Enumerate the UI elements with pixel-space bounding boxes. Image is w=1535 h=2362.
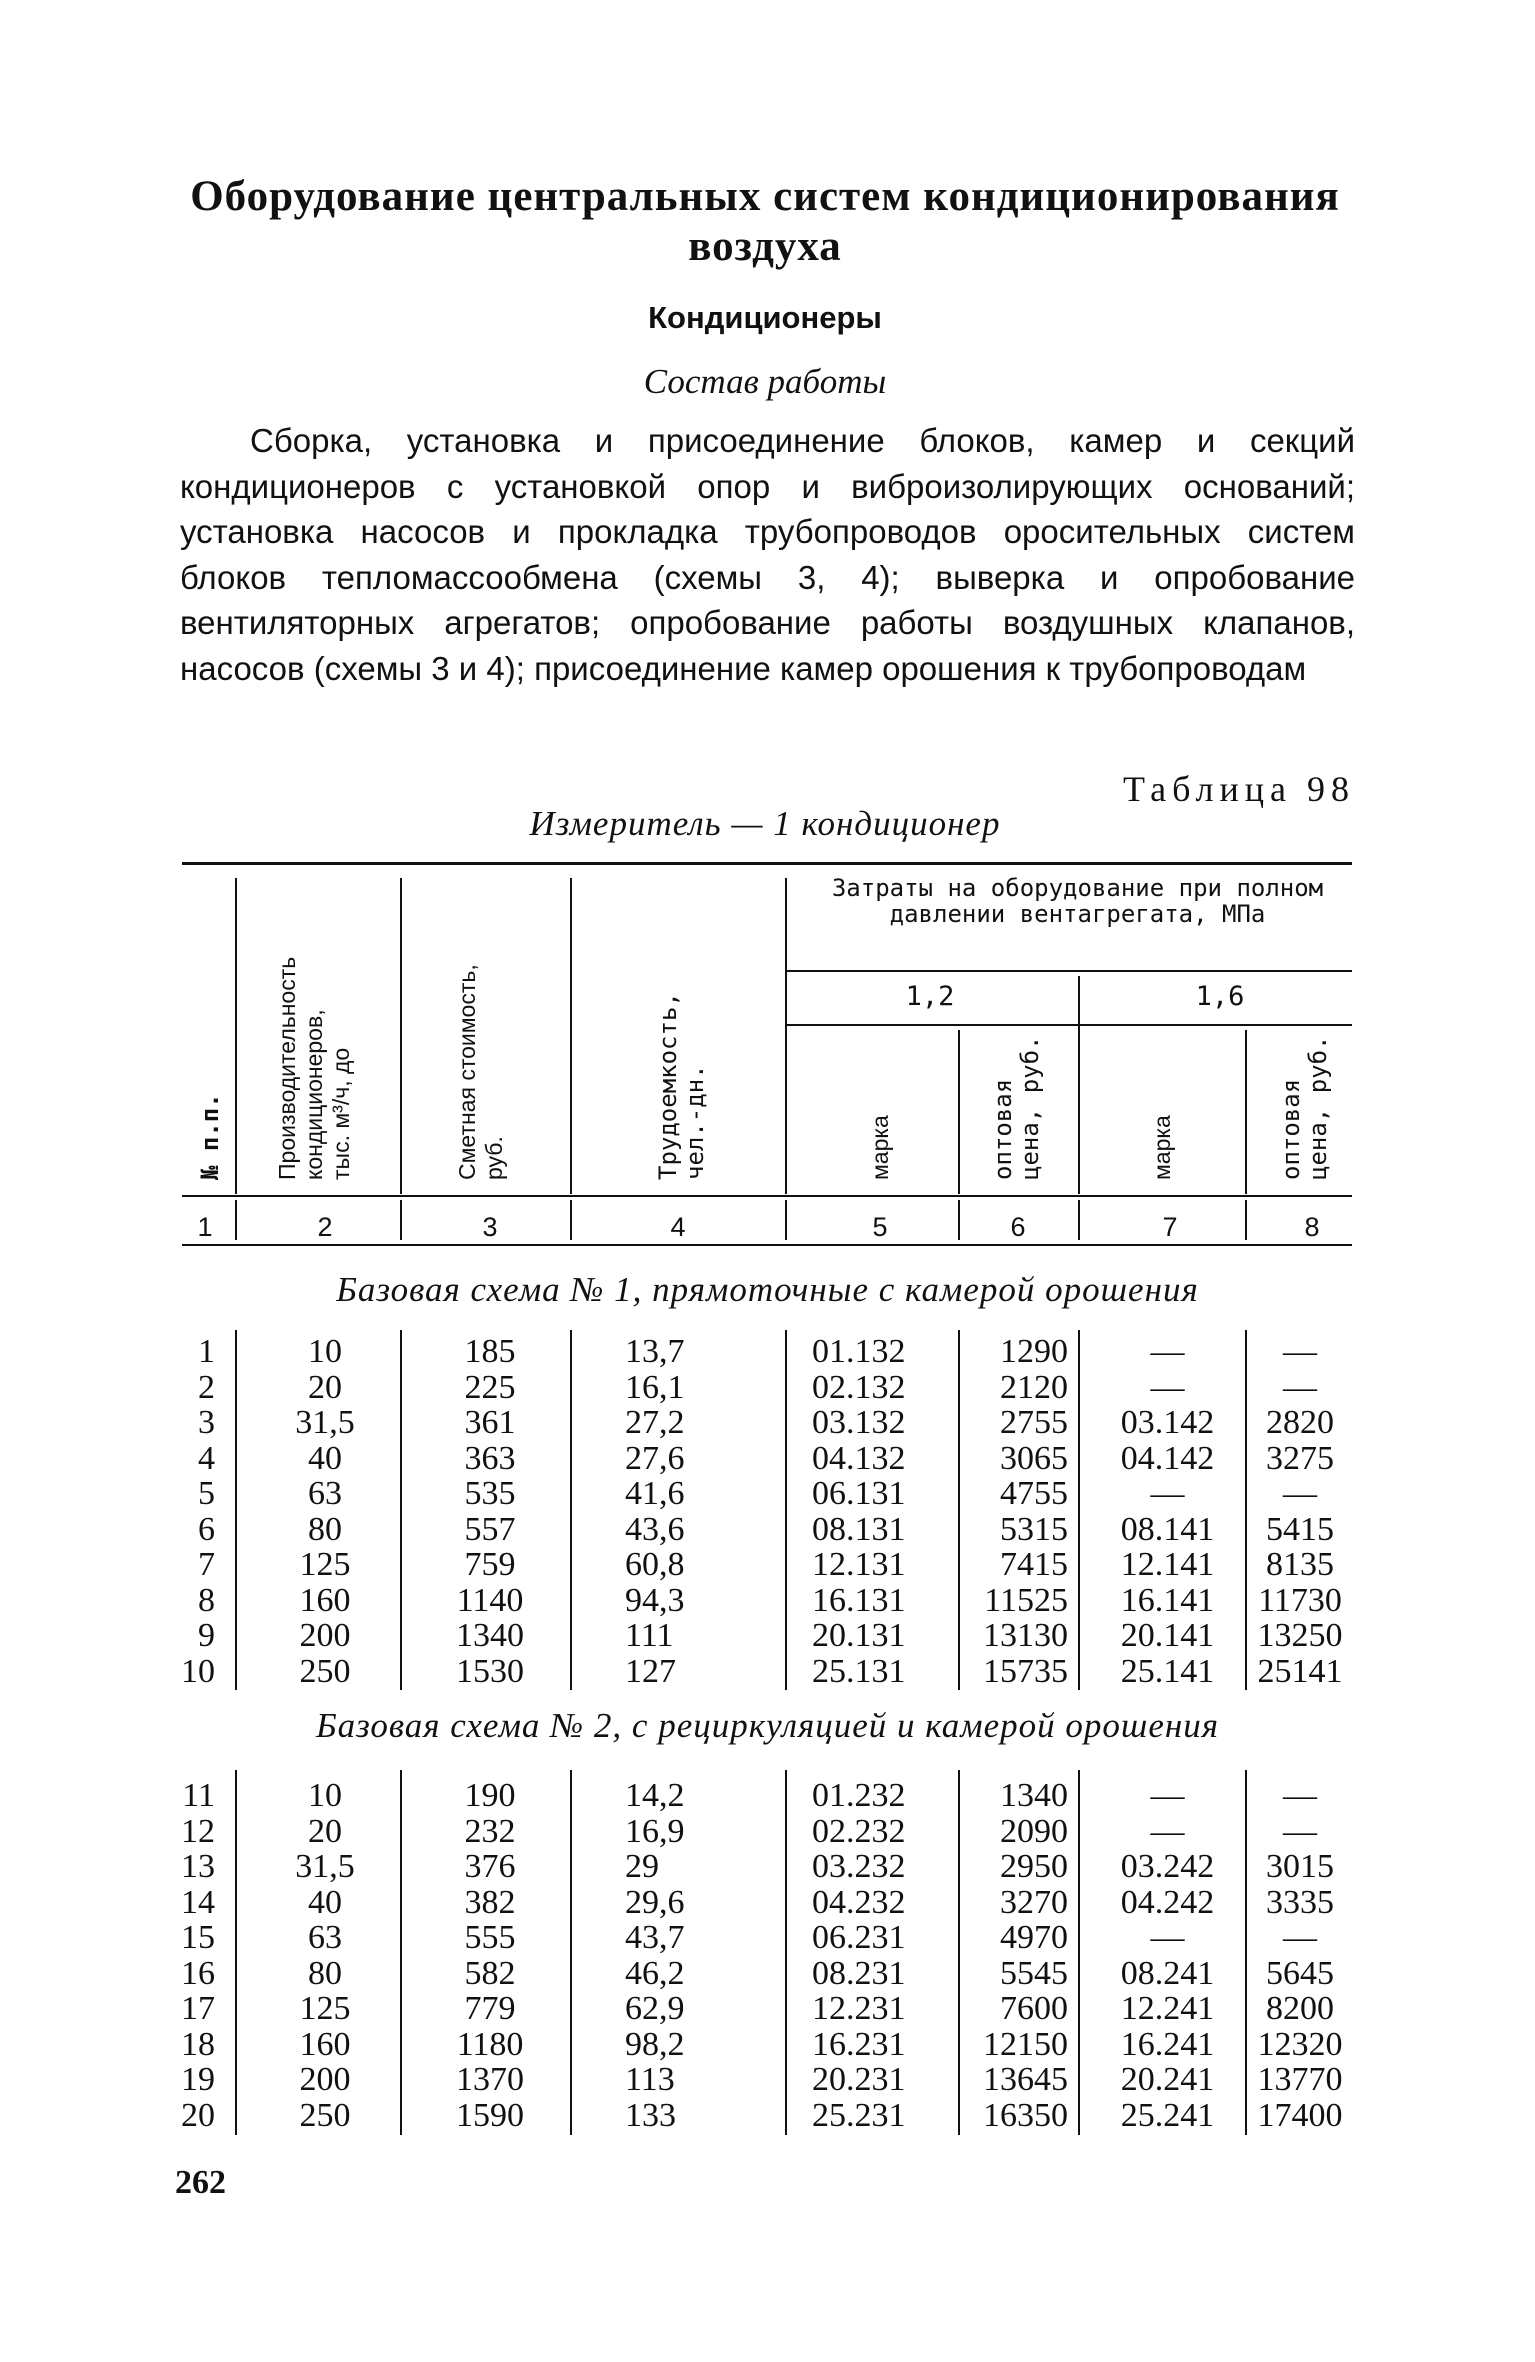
row-capacity: 160 [299,1581,351,1619]
row-price-1-6: — [1283,1812,1317,1850]
row-capacity: 125 [299,1546,351,1583]
row-price-1-2: 2120 [1000,1368,1068,1406]
row-price-1-6: 3015 [1266,1848,1334,1885]
row-capacity: 40 [308,1883,342,1921]
row-brand-1-6: 16.241 [1120,2025,1215,2063]
header-price-2a: оптовая [1277,1078,1305,1180]
page-number: 262 [175,2164,226,2201]
row-brand-1-6: 16.141 [1120,1581,1215,1619]
row-labor: 29,6 [625,1883,685,1921]
row-cost: 759 [464,1546,516,1583]
row-cost: 1180 [456,2025,524,2063]
header-capacity-3: тыс. м³/ч, до [328,1047,354,1180]
header-equipment-costs: Затраты на оборудование при полном давлении вентагрегата, МПа [831,874,1324,928]
row-brand-1-2: 20.231 [812,2061,906,2098]
row-brand-1-6: — [1150,1777,1185,1814]
row-cost: 363 [464,1439,516,1477]
row-brand-1-6: 08.141 [1120,1510,1215,1548]
row-price-1-2: 13130 [983,1617,1068,1654]
row-brand-1-2: 25.231 [812,2096,906,2134]
row-price-1-6: — [1283,1777,1317,1814]
row-cost: 1530 [456,1652,524,1690]
row-labor: 113 [625,2061,675,2098]
table-meter: Измеритель — 1 кондиционер [529,804,1001,843]
column-number: 8 [1304,1212,1320,1242]
row-num: 7 [198,1546,215,1583]
row-capacity: 63 [308,1475,342,1512]
row-brand-1-2: 16.131 [812,1581,906,1619]
row-brand-1-2: 08.131 [812,1510,906,1548]
row-price-1-2: 5545 [1000,1954,1068,1992]
row-cost: 535 [464,1475,516,1512]
row-cost: 225 [464,1368,516,1406]
row-price-1-6: 5645 [1266,1954,1334,1992]
column-number: 4 [670,1212,686,1242]
table-label: Таблица 98 [1123,769,1355,809]
row-num: 1 [198,1333,215,1370]
row-num: 2 [198,1368,215,1406]
row-price-1-6: 8200 [1266,1990,1334,2027]
row-brand-1-6: 12.241 [1120,1990,1215,2027]
row-brand-1-6: — [1150,1812,1185,1850]
header-brand-1: марка [867,1115,893,1180]
row-cost: 779 [464,1990,516,2027]
row-cost: 361 [464,1404,516,1441]
row-num: 11 [182,1777,215,1814]
row-brand-1-6: 12.141 [1120,1546,1215,1583]
row-capacity: 10 [308,1777,342,1814]
row-brand-1-2: 04.132 [812,1439,906,1477]
row-price-1-6: 11730 [1258,1581,1342,1619]
row-labor: 60,8 [625,1546,685,1583]
row-brand-1-2: 12.131 [812,1546,906,1583]
row-capacity: 80 [308,1954,342,1992]
row-price-1-2: 1340 [1000,1777,1068,1814]
row-price-1-6: 13770 [1257,2061,1343,2098]
row-capacity: 20 [308,1812,342,1850]
row-price-1-6: 25141 [1257,1652,1343,1690]
row-brand-1-6: — [1150,1475,1185,1512]
header-cost-1: Сметная стоимость, [454,964,480,1180]
page-title: Оборудование центральных систем кондиционирования воздуха [190,173,1340,270]
row-num: 5 [198,1475,215,1512]
row-price-1-6: 5415 [1266,1510,1334,1548]
row-cost: 582 [464,1954,516,1992]
row-brand-1-2: 06.131 [812,1475,906,1512]
row-labor: 27,2 [625,1404,685,1441]
row-num: 9 [198,1617,215,1654]
work-description: Сборка, установка и присоединение блоков, камер и секций кондиционеров с установкой опор и виброизолирующих оснований; установка насосов и прокладка трубопроводов оросительных систем блоков тепломассообмена (схемы 3, 4); выверка и опробование вентиляторных агрегатов; опробование работы воздушных клапанов, насосов (схемы 3 и 4); присоединение камер орошения к трубопроводам [180,422,1355,687]
row-brand-1-2: 08.231 [812,1954,906,1992]
row-capacity: 200 [299,1617,351,1654]
section-title-scheme-1: Базовая схема № 1, прямоточные с камерой орошения [336,1270,1199,1309]
row-brand-1-6: 04.242 [1120,1883,1215,1921]
row-price-1-2: 2950 [1000,1848,1068,1885]
row-price-1-6: 3275 [1266,1439,1334,1477]
row-brand-1-6: — [1150,1333,1185,1370]
row-price-1-2: 7600 [1000,1990,1068,2027]
row-brand-1-2: 03.232 [812,1848,906,1885]
row-price-1-2: 16350 [983,2096,1068,2134]
header-capacity-1: Производительность [274,956,300,1180]
row-brand-1-6: 20.241 [1120,2061,1215,2098]
row-brand-1-6: 20.141 [1120,1617,1215,1654]
row-capacity: 63 [308,1919,342,1956]
row-labor: 16,9 [625,1812,685,1850]
row-cost: 1370 [456,2061,524,2098]
row-num: 15 [181,1919,215,1956]
row-num: 19 [181,2061,215,2098]
row-labor: 62,9 [625,1990,685,2027]
row-price-1-6: — [1283,1368,1317,1406]
row-price-1-6: 13250 [1257,1617,1343,1654]
row-num: 20 [181,2096,215,2134]
row-cost: 376 [464,1848,516,1885]
section-subtitle: Кондиционеры [648,300,882,335]
row-price-1-2: 15735 [983,1652,1068,1690]
row-price-1-2: 4755 [1000,1475,1068,1512]
column-number: 3 [482,1212,498,1242]
row-num: 4 [198,1439,215,1477]
row-capacity: 125 [299,1990,351,2027]
row-brand-1-2: 04.232 [812,1883,906,1921]
row-num: 13 [181,1848,215,1885]
header-labor-2: чел.-дн. [681,1064,709,1180]
row-price-1-2: 2755 [1000,1404,1068,1441]
row-brand-1-2: 02.232 [812,1812,906,1850]
row-num: 10 [181,1652,215,1690]
row-labor: 16,1 [625,1368,685,1406]
header-labor-1: Трудоемкость, [654,992,682,1180]
row-brand-1-2: 03.132 [812,1404,906,1441]
column-number: 7 [1162,1212,1178,1242]
header-capacity-2: кондиционеров, [301,1009,327,1180]
header-price-2b: цена, руб. [1304,1035,1332,1180]
row-price-1-6: — [1283,1475,1317,1512]
row-price-1-2: 3065 [1000,1439,1068,1477]
row-num: 8 [198,1581,215,1619]
row-labor: 43,6 [625,1510,685,1548]
row-price-1-2: 5315 [1000,1510,1068,1548]
row-price-1-2: 11525 [984,1581,1068,1619]
row-labor: 111 [625,1617,674,1654]
row-capacity: 250 [299,1652,351,1690]
row-brand-1-2: 02.132 [812,1368,906,1406]
column-number: 1 [197,1212,213,1242]
row-brand-1-6: 08.241 [1120,1954,1215,1992]
row-num: 14 [181,1883,215,1921]
row-labor: 43,7 [625,1919,685,1956]
row-price-1-6: 2820 [1266,1404,1334,1441]
row-capacity: 20 [308,1368,342,1406]
row-num: 18 [181,2025,215,2063]
row-cost: 190 [464,1777,516,1814]
row-brand-1-2: 25.131 [812,1652,906,1690]
row-cost: 557 [464,1510,516,1548]
row-price-1-6: 17400 [1257,2096,1343,2134]
row-brand-1-2: 20.131 [812,1617,906,1654]
row-price-1-2: 12150 [983,2025,1068,2063]
row-brand-1-6: — [1150,1919,1185,1956]
row-cost: 185 [464,1333,516,1370]
row-num: 17 [181,1990,215,2027]
row-cost: 1140 [456,1581,524,1619]
row-brand-1-6: 04.142 [1120,1439,1215,1477]
row-num: 3 [198,1404,215,1441]
row-brand-1-2: 01.132 [812,1333,906,1370]
row-num: 16 [181,1954,215,1992]
row-brand-1-6: 03.142 [1120,1404,1215,1441]
row-labor: 27,6 [625,1439,685,1477]
row-price-1-2: 7415 [1000,1546,1068,1583]
row-price-1-2: 3270 [1000,1883,1068,1921]
row-cost: 382 [464,1883,516,1921]
row-labor: 41,6 [625,1475,685,1512]
header-cost-2: руб. [481,1136,507,1180]
row-price-1-6: 3335 [1266,1883,1334,1921]
header-price-1a: оптовая [989,1078,1017,1180]
row-price-1-6: 8135 [1266,1546,1334,1583]
row-price-1-6: 12320 [1257,2025,1343,2063]
row-capacity: 200 [299,2061,351,2098]
column-number: 5 [872,1212,888,1242]
row-labor: 94,3 [625,1581,685,1619]
row-labor: 14,2 [625,1777,685,1814]
header-price-1b: цена, руб. [1016,1035,1044,1180]
column-number: 6 [1010,1212,1026,1242]
row-labor: 46,2 [625,1954,685,1992]
row-brand-1-2: 16.231 [812,2025,906,2063]
row-capacity: 40 [308,1439,342,1477]
header-pressure-1-6: 1,6 [1195,981,1245,1012]
row-brand-1-6: 03.242 [1120,1848,1215,1885]
row-capacity: 250 [299,2096,351,2134]
row-labor: 127 [625,1652,676,1690]
header-pressure-1-2: 1,2 [905,981,955,1012]
row-brand-1-6: — [1150,1368,1185,1406]
header-num: № п.п. [196,1093,224,1180]
row-cost: 232 [464,1812,516,1850]
work-composition-title: Состав работы [643,362,887,401]
row-cost: 1340 [456,1617,524,1654]
row-price-1-6: — [1283,1919,1317,1956]
row-capacity: 31,5 [295,1848,355,1885]
row-price-1-2: 13645 [983,2061,1068,2098]
row-labor: 29 [625,1848,659,1885]
row-labor: 133 [625,2096,676,2134]
row-capacity: 10 [308,1333,342,1370]
header-brand-2: марка [1149,1115,1175,1180]
row-price-1-2: 4970 [1000,1919,1068,1956]
column-number: 2 [317,1212,333,1242]
row-cost: 555 [464,1919,516,1956]
row-brand-1-2: 06.231 [812,1919,906,1956]
row-brand-1-2: 12.231 [812,1990,906,2027]
row-brand-1-6: 25.241 [1120,2096,1215,2134]
row-price-1-2: 2090 [1000,1812,1068,1850]
row-labor: 13,7 [625,1333,685,1370]
row-labor: 98,2 [625,2025,685,2063]
row-capacity: 31,5 [295,1404,355,1441]
row-num: 12 [181,1812,215,1850]
row-capacity: 80 [308,1510,342,1548]
row-price-1-2: 1290 [1000,1333,1068,1370]
row-brand-1-2: 01.232 [812,1777,906,1814]
section-title-scheme-2: Базовая схема № 2, с рециркуляцией и камерой орошения [316,1706,1219,1745]
row-capacity: 160 [299,2025,351,2063]
row-num: 6 [198,1510,215,1548]
row-price-1-6: — [1283,1333,1317,1370]
row-brand-1-6: 25.141 [1120,1652,1215,1690]
row-cost: 1590 [456,2096,524,2134]
